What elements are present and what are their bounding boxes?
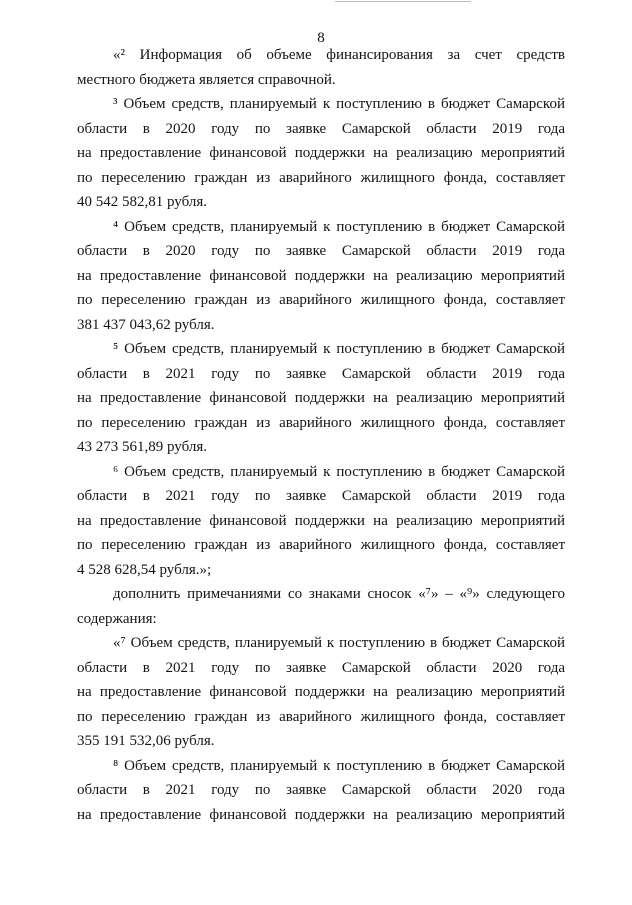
text-line: ⁴ Объем средств, планируемый к поступлению в бюджет Самарской: [113, 218, 565, 235]
text-line: содержания:: [77, 610, 157, 627]
text-line: дополнить примечаниями со знаками сносок «⁷» – «⁹» следующего: [113, 586, 565, 602]
scan-edge-mark: [335, 1, 471, 2]
text-line: по переселению граждан из аварийного жилищного фонда, составляет: [77, 414, 565, 431]
text-line: «² Информация об объеме финансирования за счет средств: [113, 47, 565, 63]
text-line: ⁸ Объем средств, планируемый к поступлению в бюджет Самарской: [113, 757, 565, 774]
text-line: области в 2021 году по заявке Самарской области 2020 года: [77, 782, 565, 798]
paragraph-footnote-5: [77, 337, 565, 460]
text-line: на предоставление финансовой поддержки на реализацию мероприятий: [77, 145, 565, 161]
text-line: по переселению граждан из аварийного жилищного фонда, составляет: [77, 292, 565, 308]
text-line: на предоставление финансовой поддержки на реализацию мероприятий: [77, 806, 565, 823]
text-line: «⁷ Объем средств, планируемый к поступлению в бюджет Самарской: [113, 635, 565, 651]
text-line: области в 2021 году по заявке Самарской области 2020 года: [77, 659, 565, 676]
text-line: области в 2021 году по заявке Самарской области 2019 года: [77, 488, 565, 504]
paragraph-footnote-3: [77, 92, 565, 215]
text-line: ⁶ Объем средств, планируемый к поступлению в бюджет Самарской: [113, 463, 565, 480]
text-line: 355 191 532,06 рубля.: [77, 733, 215, 749]
paragraph-footnote-6: [77, 460, 565, 583]
page-number: 8: [317, 30, 325, 46]
text-line: на предоставление финансовой поддержки на реализацию мероприятий: [77, 684, 565, 700]
text-line: по переселению граждан из аварийного жилищного фонда, составляет: [77, 169, 565, 186]
text-line: 381 437 043,62 рубля.: [77, 316, 215, 333]
text-line: ⁵ Объем средств, планируемый к поступлению в бюджет Самарской: [113, 341, 565, 357]
text-line: области в 2021 году по заявке Самарской области 2019 года: [77, 365, 565, 382]
text-line: 43 273 561,89 рубля.: [77, 439, 207, 455]
paragraph-footnote-8: [77, 754, 565, 828]
text-line: на предоставление финансовой поддержки на реализацию мероприятий: [77, 390, 565, 406]
text-line: по переселению граждан из аварийного жилищного фонда, составляет: [77, 537, 565, 553]
paragraph-footnote-4: [77, 215, 565, 338]
text-line: ³ Объем средств, планируемый к поступлению в бюджет Самарской: [113, 96, 565, 112]
text-line: области в 2020 году по заявке Самарской области 2019 года: [77, 120, 565, 137]
text-line: по переселению граждан из аварийного жилищного фонда, составляет: [77, 708, 565, 725]
text-line: местного бюджета является справочной.: [77, 71, 336, 88]
paragraph-footnote-7: [77, 631, 565, 754]
text-line: 4 528 628,54 рубля.»;: [77, 561, 212, 578]
paragraph-footnote-2: [77, 43, 565, 92]
text-line: области в 2020 году по заявке Самарской области 2019 года: [77, 243, 565, 259]
text-line: 40 542 582,81 рубля.: [77, 194, 207, 210]
paragraph-amendment: [77, 582, 565, 631]
document-body: [77, 43, 565, 827]
text-line: на предоставление финансовой поддержки на реализацию мероприятий: [77, 267, 565, 284]
text-line: на предоставление финансовой поддержки на реализацию мероприятий: [77, 512, 565, 529]
